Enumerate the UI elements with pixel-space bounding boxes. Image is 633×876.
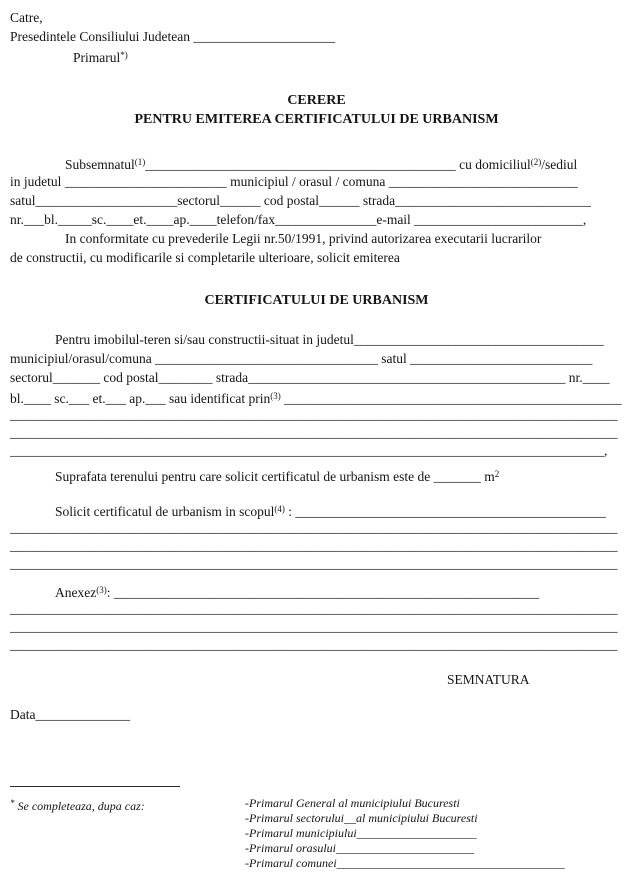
footnote-options <box>245 796 623 871</box>
date-line: Data______________ <box>10 707 130 722</box>
applicant-line-4: nr.___bl._____sc.____et.____ap.____telefon/fax_______________e-mail _________________________, <box>10 212 587 227</box>
property-line-2: municipiul/orasul/comuna _________________________________ satul ___________________________ <box>10 351 593 366</box>
applicant-line-6: de constructii, cu modificarile si completarile ulterioare, solicit emiterea <box>10 250 400 265</box>
request-title-line-1: CERERE <box>287 93 346 108</box>
addressee-mayor: Primarul*) <box>73 50 128 65</box>
property-line-1: Pentru imobilul-teren si/sau constructii-situat in judetul_____________________________________ <box>55 332 604 347</box>
request-title-line-2: PENTRU EMITEREA CERTIFICATULUI DE URBANISM <box>134 112 499 127</box>
footnote-option-5: -Primarul comunei______________________________________ <box>245 856 565 870</box>
footnote-option-1: -Primarul General al municipiului Bucuresti <box>245 796 460 810</box>
addressee-recipient: Presedintele Consiliului Judetean _____________________ <box>10 29 336 44</box>
signature-label: SEMNATURA <box>447 672 530 687</box>
purpose-blank-1: __________________________________________________________________________________________ <box>10 520 618 535</box>
property-line-4: bl.____ sc.___ et.___ ap.___ sau identificat prin$^{(3)}$ __________________________________________________ <box>10 391 622 406</box>
property-paragraph <box>10 330 623 460</box>
purpose-section <box>10 500 623 573</box>
annex-line: Anexez$^{(3)}$: _______________________________________________________________ <box>55 585 540 600</box>
annex-blank-1: __________________________________________________________________________________________ <box>10 601 618 616</box>
footnote-label: * Se completeaza, dupa caz: <box>10 798 145 813</box>
applicant-line-3: satul_____________________sectorul______ cod postal______ strada_____________________________ <box>10 193 591 208</box>
property-blank-1: __________________________________________________________________________________________ <box>10 407 618 422</box>
footnote-separator <box>10 786 180 787</box>
property-blank-3: ________________________________________________________________________________________, <box>10 443 608 458</box>
annex-blank-2: __________________________________________________________________________________________ <box>10 619 618 634</box>
footnote-option-2: -Primarul sectorului__al municipiului Bucuresti <box>245 811 478 825</box>
land-area-line: Suprafata terenului pentru care solicit certificatul de urbanism este de _______ $m^2$ <box>55 469 500 484</box>
footnote-option-4: -Primarul orasului_______________________ <box>245 841 475 855</box>
annex-blank-3: __________________________________________________________________________________________ <box>10 637 618 652</box>
footnote-option-3: -Primarul municipiului____________________ <box>245 826 477 840</box>
property-blank-2: __________________________________________________________________________________________ <box>10 425 618 440</box>
applicant-line-1: Subsemnatul$^{(1)}$______________________________________________ cu domiciliul$^{(2)}$/sediul <box>65 157 578 172</box>
property-line-3: sectorul_______ cod postal________ strada_______________________________________________ nr.____ <box>10 370 610 385</box>
purpose-blank-2: __________________________________________________________________________________________ <box>10 538 618 553</box>
applicant-line-2: in judetul ________________________ municipiul / orasul / comuna ____________________________ <box>10 174 578 189</box>
applicant-paragraph <box>10 153 623 267</box>
purpose-line: Solicit certificatul de urbanism in scopul$^{(4)}$ : ______________________________________________ <box>55 504 606 519</box>
footnote <box>10 786 623 871</box>
annex-section <box>10 581 623 654</box>
certificate-title: CERTIFICATULUI DE URBANISM <box>204 293 429 308</box>
addressee-to: Catre, <box>10 10 43 25</box>
purpose-blank-3: __________________________________________________________________________________________ <box>10 556 618 571</box>
applicant-line-5: In conformitate cu prevederile Legii nr.50/1991, privind autorizarea executarii lucrarilor <box>65 231 542 246</box>
